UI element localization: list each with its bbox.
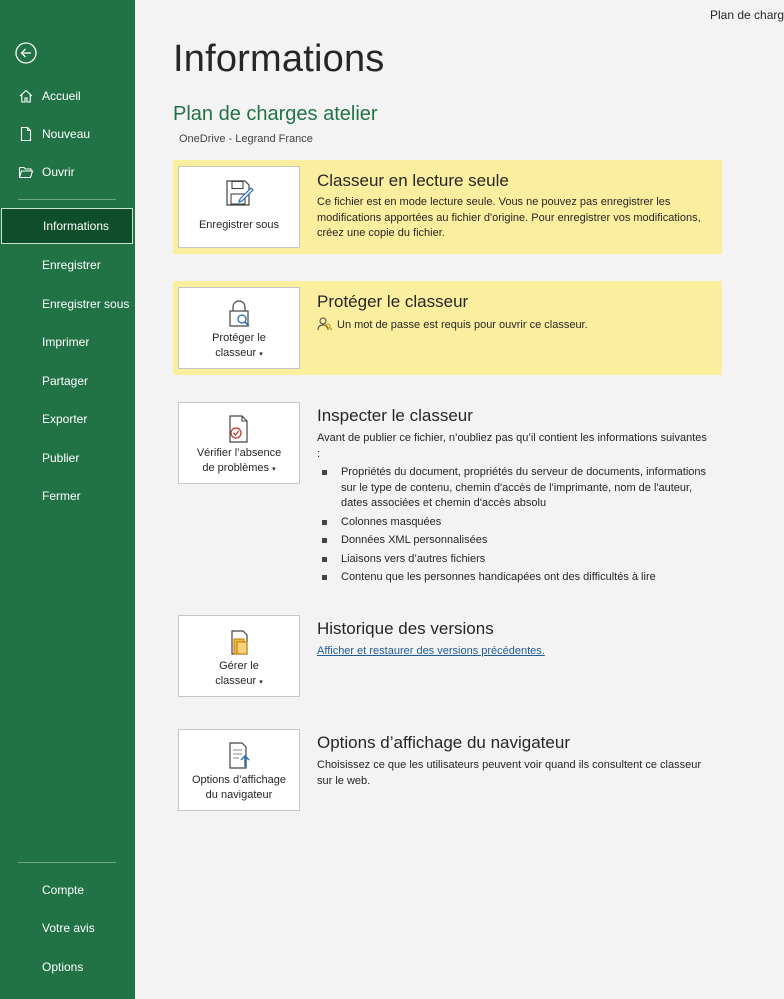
list-item: Données XML personnalisées — [317, 533, 712, 549]
browser-view-icon — [223, 740, 255, 772]
sidebar-item-fermer[interactable] — [0, 478, 135, 514]
sidebar-item-informations[interactable] — [1, 208, 133, 244]
sidebar-item-label: Enregistrer — [42, 258, 101, 272]
key-user-icon — [317, 317, 333, 331]
check-issues-line1: Vérifier l’absence — [196, 447, 282, 459]
sidebar-item-label: Nouveau — [42, 127, 91, 141]
sidebar-item-exporter[interactable] — [0, 401, 135, 437]
inspect-document-icon — [223, 413, 255, 445]
readonly-description: Ce fichier est en mode lecture seule. Vous ne pouvez pas enregistrer les modifications apportées au fichier d'origine. Pour enregistrer vos modifications, créez une copie du fichier. — [317, 196, 701, 239]
window-doc-title: Plan de charg — [710, 8, 784, 22]
browser-options-section — [173, 723, 722, 817]
browser-view-line1: Options d’affichage — [192, 774, 286, 786]
sidebar-item-label: Compte — [42, 883, 85, 897]
manage-versions-icon — [223, 626, 255, 658]
sidebar-item-ouvrir[interactable] — [0, 154, 135, 190]
manage-workbook-label — [181, 659, 297, 690]
readonly-section — [173, 160, 722, 254]
sidebar-item-label: Accueil — [42, 89, 81, 103]
sidebar-item-accueil[interactable] — [0, 78, 135, 114]
inspect-section — [173, 396, 722, 596]
new-document-icon — [18, 126, 34, 142]
manage-workbook-button[interactable] — [178, 615, 300, 697]
inspect-title: Inspecter le classeur — [317, 406, 473, 425]
sidebar-divider — [18, 862, 116, 863]
protect-description: Un mot de passe est requis pour ouvrir ce classeur. — [337, 319, 588, 331]
protect-description-row — [317, 317, 712, 334]
protect-title: Protéger le classeur — [317, 292, 469, 311]
backstage-sidebar — [0, 0, 135, 999]
inspect-bullet-list — [317, 465, 712, 586]
inspect-description: Avant de publier ce fichier, n’oubliez pas qu’il contient les informations suivantes : — [317, 432, 707, 460]
list-item: Propriétés du document, propriétés du serveur de documents, informations sur le type de contenu, chemin d'accès de l'imprimante, nom de l'auteur, dates associées et chemin d'accès absolu — [317, 465, 712, 512]
file-name: Plan de charges atelier — [173, 103, 378, 125]
protect-button-line2: classeur — [215, 347, 257, 359]
page-title: Informations — [173, 38, 385, 80]
browser-options-description: Choisissez ce que les utilisateurs peuvent voir quand ils consultent ce classeur sur le web. — [317, 759, 701, 787]
sidebar-item-enregistrer-sous[interactable] — [0, 286, 135, 322]
versions-title: Historique des versions — [317, 619, 494, 638]
check-issues-label — [181, 446, 297, 477]
sidebar-item-label: Publier — [42, 451, 80, 465]
versions-section — [173, 609, 722, 703]
browser-view-options-button[interactable] — [178, 729, 300, 811]
protect-section — [173, 281, 722, 375]
save-as-icon — [223, 177, 255, 209]
restore-versions-link[interactable]: Afficher et restaurer des versions précédentes. — [317, 645, 545, 657]
list-item: Contenu que les personnes handicapées ont des difficultés à lire — [317, 570, 712, 586]
list-item: Colonnes masquées — [317, 515, 712, 531]
sidebar-divider — [18, 199, 116, 200]
sidebar-item-compte[interactable] — [0, 872, 135, 908]
browser-view-label — [181, 773, 297, 803]
save-as-label: Enregistrer sous — [198, 219, 280, 231]
sidebar-item-nouveau[interactable] — [0, 116, 135, 152]
open-folder-icon — [18, 164, 34, 180]
sidebar-item-imprimer[interactable] — [0, 324, 135, 360]
manage-workbook-line2: classeur — [215, 675, 257, 687]
sidebar-item-publier[interactable] — [0, 440, 135, 476]
browser-view-line2: du navigateur — [205, 789, 273, 801]
sidebar-item-label: Imprimer — [42, 335, 90, 349]
home-icon — [18, 88, 34, 104]
protect-workbook-button[interactable] — [178, 287, 300, 369]
readonly-title: Classeur en lecture seule — [317, 171, 509, 190]
versions-link-row — [317, 644, 712, 660]
sidebar-item-label: Partager — [42, 374, 89, 388]
check-issues-button[interactable] — [178, 402, 300, 484]
sidebar-item-label: Fermer — [42, 489, 81, 503]
file-location: OneDrive - Legrand France — [179, 133, 313, 145]
sidebar-item-label: Options — [42, 960, 84, 974]
sidebar-item-label: Votre avis — [42, 921, 95, 935]
list-item: Liaisons vers d’autres fichiers — [317, 552, 712, 568]
inspect-description-block — [317, 431, 712, 589]
sidebar-item-votre-avis[interactable] — [0, 910, 135, 946]
sidebar-item-label: Enregistrer sous — [42, 297, 130, 311]
chevron-down-icon: ▾ — [259, 679, 263, 686]
sidebar-item-enregistrer[interactable] — [0, 247, 135, 283]
lock-search-icon — [223, 298, 255, 330]
sidebar-item-label: Informations — [43, 219, 110, 233]
check-issues-line2: de problèmes — [202, 462, 270, 474]
browser-options-title: Options d’affichage du navigateur — [317, 733, 570, 752]
sidebar-item-options[interactable] — [0, 949, 135, 985]
sidebar-item-partager[interactable] — [0, 363, 135, 399]
protect-button-line1: Protéger le — [212, 332, 266, 344]
chevron-down-icon: ▾ — [259, 351, 263, 358]
sidebar-item-label: Exporter — [42, 412, 88, 426]
manage-workbook-line1: Gérer le — [219, 660, 259, 672]
back-arrow-icon[interactable] — [15, 42, 37, 64]
protect-button-label — [181, 331, 297, 362]
chevron-down-icon: ▾ — [272, 466, 276, 473]
sidebar-item-label: Ouvrir — [42, 165, 75, 179]
save-as-button[interactable] — [178, 166, 300, 248]
